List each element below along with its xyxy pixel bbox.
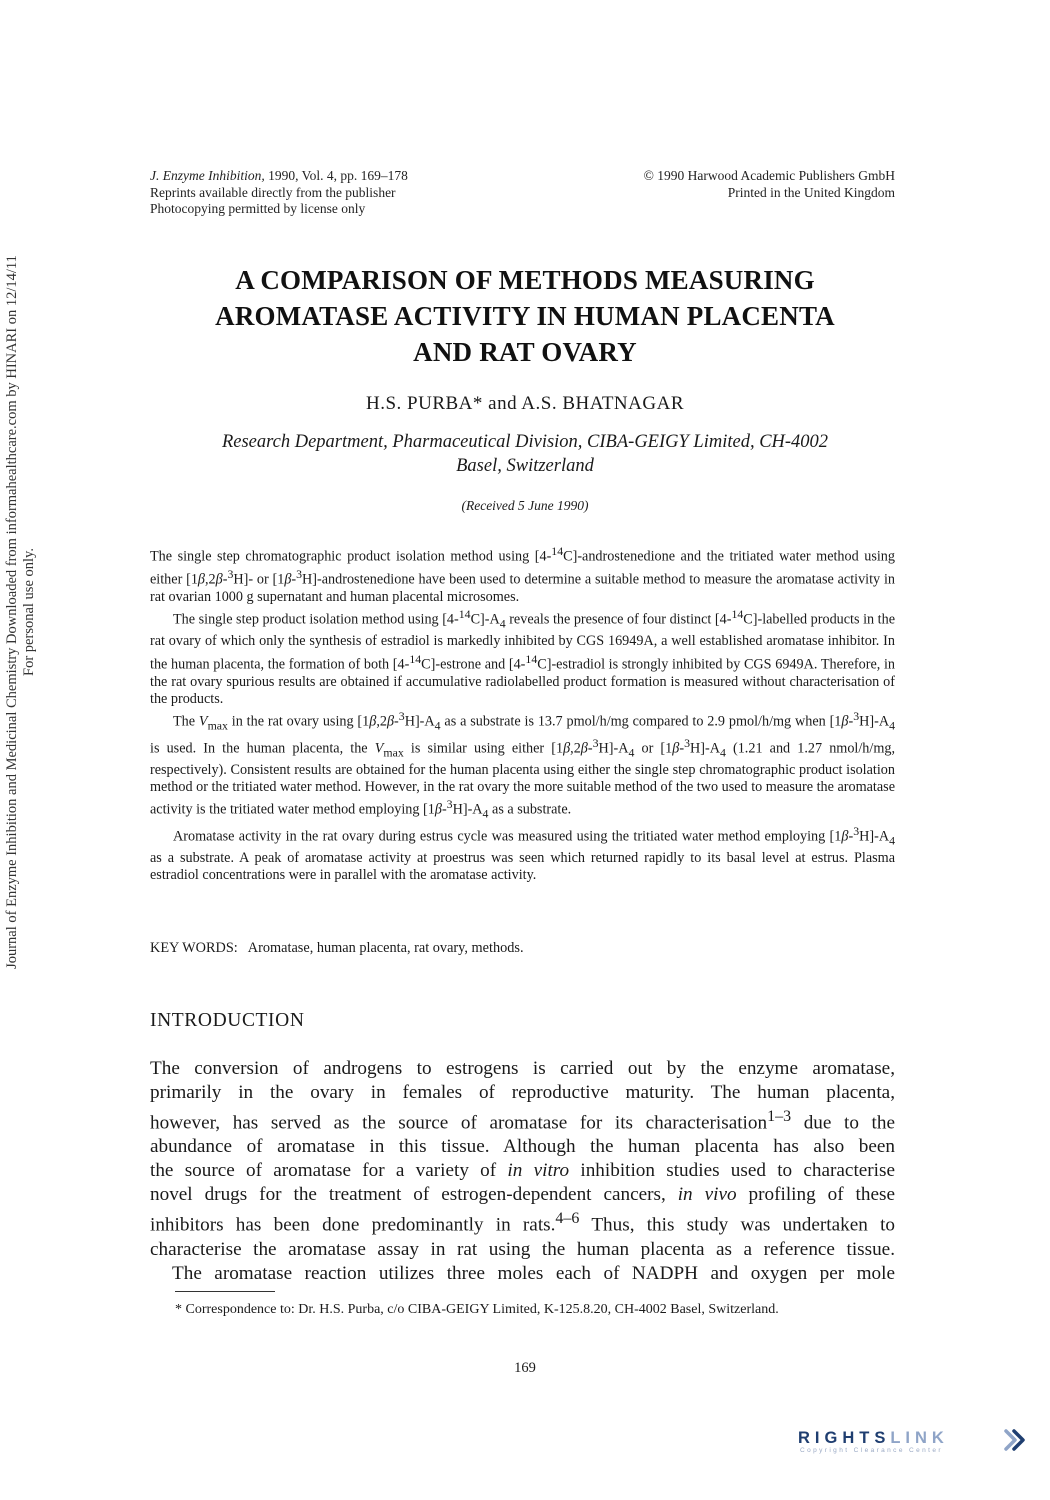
text-run: H]-A [690, 740, 720, 757]
text-run: H]-A [859, 829, 890, 846]
text-run: C]-androstenedione and the tritiated water method using either [1 [150, 548, 895, 588]
text-run: is used. In the human placenta, the [150, 740, 375, 757]
text-run: H]- or [1 [233, 571, 285, 588]
text-run: - [394, 713, 399, 730]
intro-line: primarily in the ovary in females of reproductive maturity. The human placenta, [150, 1082, 895, 1103]
affiliation-line-1: Research Department, Pharmaceutical Division, CIBA-GEIGY Limited, CH-4002 [221, 432, 829, 452]
citation-superscript: 1–3 [767, 1108, 792, 1125]
superscript: 3 [684, 736, 690, 750]
text-run: C]-estrone and [4- [421, 656, 526, 673]
text-run: ,2 [376, 713, 387, 730]
vmax-symbol: V [198, 713, 208, 730]
superscript: 14 [525, 651, 538, 666]
text-run: ,2 [570, 740, 581, 757]
keywords-label: KEY WORDS: [150, 940, 238, 956]
copyright-notice: © 1990 Harwood Academic Publishers GmbH [643, 168, 895, 183]
beta-symbol: β [580, 740, 588, 757]
subscript: 4 [889, 833, 895, 848]
text-run: ,2 [205, 571, 216, 588]
superscript: 3 [296, 567, 303, 582]
superscript: 3 [227, 567, 234, 582]
text-run: H]-A [452, 802, 483, 819]
superscript: 3 [853, 824, 860, 839]
text-run: C]-labelled products in the rat ovary of which only the synthesis of estradiol is markedly inhibited by CGS 16949A, a well established aromatase inhibitor. In the human placenta, the formation of both [4- [150, 612, 895, 673]
text-run: The single step chromatographic product isolation method using [4- [150, 548, 552, 565]
intro-line: The aromatase reaction utilizes three moles each of NADPH and oxygen per mole [172, 1262, 895, 1284]
introduction-body [150, 1057, 895, 1286]
superscript: 14 [731, 607, 744, 622]
subscript: 4 [719, 745, 726, 760]
correspondence-footnote: * Correspondence to: Dr. H.S. Purba, c/o CIBA-GEIGY Limited, K-125.8.20, CH-4002 Basel, Switzerland. [175, 1302, 779, 1317]
keywords-text: Aromatase, human placenta, rat ovary, methods. [247, 940, 524, 956]
text-run: novel drugs for the treatment of estrogen-dependent cancers, [150, 1184, 678, 1206]
subscript: 4 [628, 745, 635, 760]
text-run: H]-A [859, 713, 890, 730]
received-date: (Received 5 June 1990) [461, 498, 589, 513]
subscript: 4 [434, 718, 441, 733]
photocopy-note: Photocopying permitted by license only [150, 201, 366, 216]
rightslink-wordmark [798, 1429, 1030, 1448]
intro-line [150, 1183, 895, 1207]
text-run: C]-A [470, 612, 500, 629]
superscript: 14 [458, 607, 471, 622]
text-run: or [1 [634, 740, 673, 757]
text-run: inhibition studies used to characterise [569, 1160, 895, 1182]
subscript: max [207, 718, 228, 733]
superscript: 14 [551, 544, 564, 558]
text-run: as a substrate is 13.7 pmol/h/mg compared to 2.9 pmol/h/mg when [1 [440, 713, 842, 730]
text-run: - [587, 740, 593, 757]
superscript: 3 [592, 736, 599, 750]
text-run: inhibitors has been done predominantly in rats. [150, 1214, 556, 1236]
beta-symbol: β [563, 740, 571, 757]
text-run: The [173, 713, 199, 730]
text-run: as a substrate. A peak of aromatase activity at proestrus was seen which returned rapidly to its basal level at estrus. Plasma estradiol concentrations were in parallel with the aromatase activity. [150, 850, 895, 884]
title-line-3: AND RAT OVARY [413, 337, 637, 367]
journal-header-left [150, 168, 408, 218]
journal-citation: 1990, Vol. 4, pp. 169–178 [264, 168, 408, 183]
rightslink-rights: RIGHTS [798, 1429, 891, 1447]
title-line-2: AROMATASE ACTIVITY IN HUMAN PLACENTA [215, 301, 835, 331]
beta-symbol: β [284, 571, 292, 588]
text-run: C]-estradiol is strongly inhibited by CGS 6949A. Therefore, in the rat ovary spurious results are obtained if accumulative radiolabelled product formation is measured without characterisation of the products. [150, 656, 895, 707]
keywords [150, 940, 524, 957]
beta-symbol: β [672, 740, 680, 757]
superscript: 3 [853, 709, 860, 724]
text-run: Aromatase activity in the rat ovary during estrus cycle was measured using the tritiated water method employing [1 [173, 829, 842, 846]
text-run: profiling of these [736, 1184, 895, 1206]
journal-name: J. Enzyme Inhibition, [150, 168, 265, 183]
text-run: - [441, 802, 447, 819]
text-run: H]-A [598, 740, 629, 757]
watermark-line-1: Journal of Enzyme Inhibition and Medicinal Chemistry Downloaded from informahealthcare.com by HINARI on 12/14/11 [4, 255, 20, 969]
text-run: Thus, this study was undertaken to [579, 1214, 895, 1236]
abstract-paragraph-1 [150, 543, 895, 606]
beta-symbol: β [434, 802, 442, 819]
footnote-divider [175, 1291, 275, 1292]
subscript: max [383, 745, 404, 760]
beta-symbol: β [386, 713, 395, 730]
intro-line: abundance of aromatase in this tissue. Although the human placenta has also been [150, 1136, 895, 1158]
title-line-1: A COMPARISON OF METHODS MEASURING [235, 265, 815, 295]
intro-line [150, 1105, 895, 1135]
abstract-paragraph-4 [150, 823, 895, 884]
superscript: 3 [398, 709, 405, 724]
text-run: - [222, 571, 228, 588]
beta-symbol: β [369, 713, 377, 730]
watermark-line-2: For personal use only. [21, 548, 37, 676]
intro-line: characterise the aromatase assay in rat using the human placenta as a reference tissue. [150, 1238, 895, 1260]
text-run: due to the [791, 1112, 896, 1134]
intro-line [150, 1159, 895, 1183]
chevron-right-icon [1003, 1429, 1027, 1451]
affiliation [140, 430, 910, 478]
superscript: 3 [446, 797, 453, 812]
author-list: H.S. PURBA* and A.S. BHATNAGAR [366, 393, 684, 414]
printed-notice: Printed in the United Kingdom [727, 184, 895, 200]
abstract [150, 543, 895, 885]
affiliation-line-2: Basel, Switzerland [456, 456, 594, 476]
text-run: - [679, 740, 685, 757]
beta-symbol: β [215, 571, 223, 588]
rightslink-link: LINK [890, 1429, 949, 1447]
text-run: H]-A [404, 713, 435, 730]
text-run: The single step product isolation method using [4- [173, 612, 459, 629]
vmax-symbol: V [374, 740, 384, 757]
abstract-paragraph-2 [150, 606, 895, 708]
text-run: as a substrate. [488, 802, 572, 819]
reprints-note: Reprints available directly from the publisher [150, 184, 396, 200]
beta-symbol: β [841, 713, 849, 730]
italic-term: in vitro [507, 1160, 570, 1182]
subscript: 4 [889, 718, 895, 733]
text-run: - [291, 571, 297, 588]
citation-superscript: 4–6 [555, 1210, 580, 1228]
text-run: H]-androstenedione have been used to determine a suitable method to measure the aromatase activity in rat ovarian 1000 g supernatant and human placental microsomes. [150, 571, 895, 606]
subscript: 4 [482, 807, 489, 822]
paper-title [140, 262, 910, 370]
superscript: 14 [409, 651, 422, 666]
text-run: - [848, 829, 854, 846]
page-number: 169 [514, 1360, 536, 1376]
download-watermark [2, 252, 49, 972]
beta-symbol: β [841, 829, 849, 846]
italic-term: in vivo [677, 1184, 737, 1206]
section-heading-introduction: INTRODUCTION [150, 1010, 305, 1031]
text-run: (1.21 and 1.27 nmol/h/mg, respectively). Consistent results are obtained for the human placenta using either the single step chromatographic product isolation method or the tritiated water method. However, in the rat ovary the more suitable method of the two used to measure the aromatase activity is the tritiated water method employing [1 [150, 740, 896, 819]
text-run: the source of aromatase for a variety of [150, 1160, 508, 1182]
journal-header-right [644, 168, 895, 201]
abstract-paragraph-3 [150, 708, 895, 823]
intro-line: The conversion of androgens to estrogens is carried out by the enzyme aromatase, [150, 1058, 895, 1079]
beta-symbol: β [197, 571, 205, 588]
text-run: - [848, 713, 854, 730]
text-run: reveals the presence of four distinct [4- [505, 612, 732, 629]
subscript: 4 [499, 616, 506, 631]
rightslink-subtitle: Copyright Clearance Center [800, 1447, 943, 1454]
text-run: in the rat ovary using [1 [227, 713, 370, 730]
text-run: is similar using either [1 [403, 740, 564, 757]
rightslink-logo[interactable] [798, 1429, 1030, 1459]
intro-line [150, 1207, 895, 1237]
text-run: however, has served as the source of aromatase for its characterisation [150, 1112, 768, 1134]
